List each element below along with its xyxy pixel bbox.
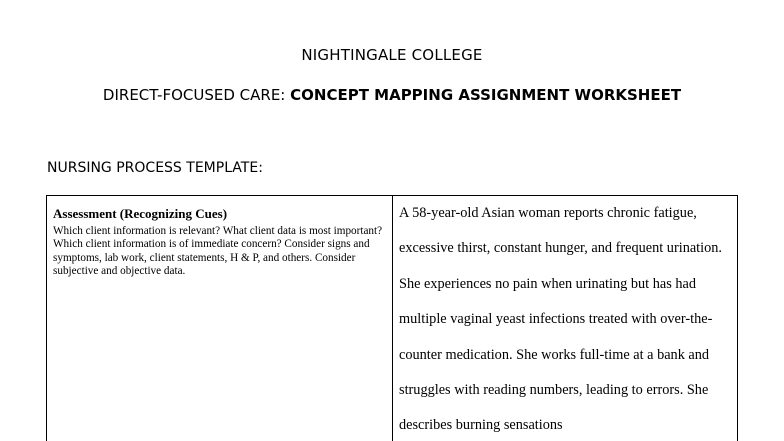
college-name: NIGHTINGALE COLLEGE: [301, 46, 483, 64]
nursing-process-table: [46, 195, 738, 441]
assessment-heading: Assessment (Recognizing Cues): [53, 206, 228, 221]
assessment-prompt: Which client information is relevant? What client data is most important? Which client information is of immediate concern? Consider signs and symptoms, lab work, client statements, H & P, and others. Consider subjective and objective data.: [53, 225, 383, 278]
worksheet-title: [0, 85, 784, 105]
worksheet-title-main: CONCEPT MAPPING ASSIGNMENT WORKSHEET: [290, 86, 682, 104]
assessment-response-cell[interactable]: A 58-year-old Asian woman reports chronic fatigue, excessive thirst, constant hunger, and frequent urination. She experiences no pain when urinating but has had multiple vaginal yeast infections treated with over-the-counter medication. She works full-time at a bank and struggles with reading numbers, leading to errors. She describes burning sensations: [399, 205, 722, 434]
assessment-prompt-cell: [53, 205, 383, 279]
column-divider: [392, 196, 393, 441]
worksheet-title-prefix: DIRECT-FOCUSED CARE:: [102, 86, 291, 104]
template-label: NURSING PROCESS TEMPLATE:: [47, 160, 263, 176]
